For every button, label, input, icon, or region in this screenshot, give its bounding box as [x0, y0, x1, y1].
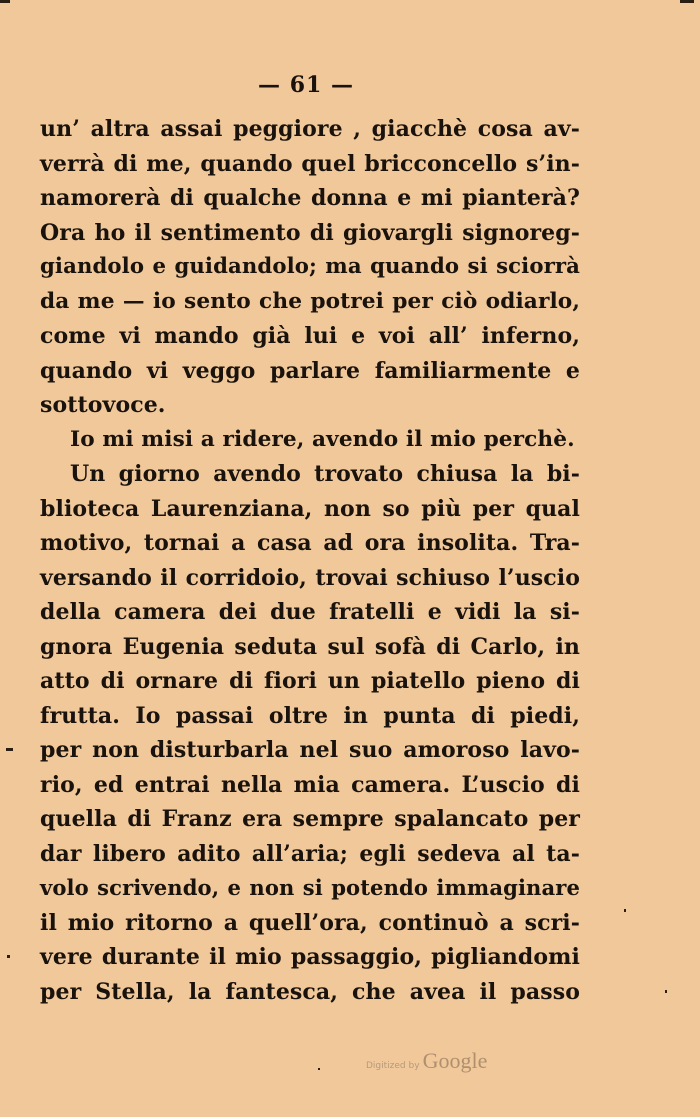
text-line: sottovoce. — [40, 392, 166, 418]
scan-artifact — [665, 990, 667, 993]
text-line: Io mi misi a ridere, avendo il mio perchè. — [70, 426, 575, 452]
scan-artifact — [680, 0, 694, 3]
scan-artifact — [624, 909, 626, 912]
text-line: per Stella, la fantesca, che avea il passo — [40, 978, 580, 1005]
text-line: versando il corridoio, trovai schiuso l’uscio — [40, 564, 580, 591]
text-line: atto di ornare di fiori un piatello pieno di — [40, 668, 580, 694]
text-line: da me — io sento che potrei per ciò odiarlo, — [40, 288, 580, 314]
text-line: verrà di me, quando quel bricconcello s’in- — [40, 150, 580, 177]
text-line: namorerà di qualche donna e mi pianterà? — [40, 185, 580, 211]
text-line: giandolo e guidandolo; ma quando si sciorrà — [40, 254, 580, 279]
text-line: motivo, tornai a casa ad ora insolita. Tra- — [40, 530, 580, 556]
body-text — [40, 112, 580, 1009]
google-logo: Google — [422, 1048, 488, 1073]
text-line: quando vi veggo parlare familiarmente e — [40, 357, 580, 384]
scan-artifact — [6, 748, 13, 751]
text-line: Ora ho il sentimento di giovargli signoreg- — [40, 219, 580, 246]
text-line: blioteca Laurenziana, non so più per qual — [40, 495, 580, 522]
text-line: quella di Franz era sempre spalancato per — [40, 806, 580, 832]
text-line: per non disturbarla nel suo amoroso lavo- — [40, 737, 580, 763]
text-line: dar libero adito all’aria; egli sedeva al ta- — [40, 840, 580, 867]
text-line: della camera dei due fratelli e vidi la si- — [40, 599, 580, 625]
digitized-by-google-watermark — [366, 1048, 487, 1074]
scan-artifact — [7, 955, 10, 958]
scan-artifact — [0, 0, 10, 3]
scan-artifact — [318, 1068, 320, 1070]
text-line: un’ altra assai peggiore , giacchè cosa av- — [40, 116, 580, 142]
text-line: volo scrivendo, e non si potendo immaginare — [40, 875, 580, 900]
text-line: vere durante il mio passaggio, pigliandomi — [40, 944, 580, 970]
watermark-prefix: Digitized by — [366, 1061, 420, 1071]
text-line: gnora Eugenia seduta sul sofà di Carlo, in — [40, 633, 580, 660]
text-line: rio, ed entrai nella mia camera. L’uscio di — [40, 771, 580, 798]
text-line: come vi mando già lui e voi all’ inferno, — [40, 323, 580, 349]
text-line: il mio ritorno a quell’ora, continuò a scri- — [40, 909, 580, 936]
page-number: — 61 — — [258, 72, 354, 98]
text-line: Un giorno avendo trovato chiusa la bi- — [70, 461, 580, 487]
text-line: frutta. Io passai oltre in punta di piedi, — [40, 702, 580, 729]
